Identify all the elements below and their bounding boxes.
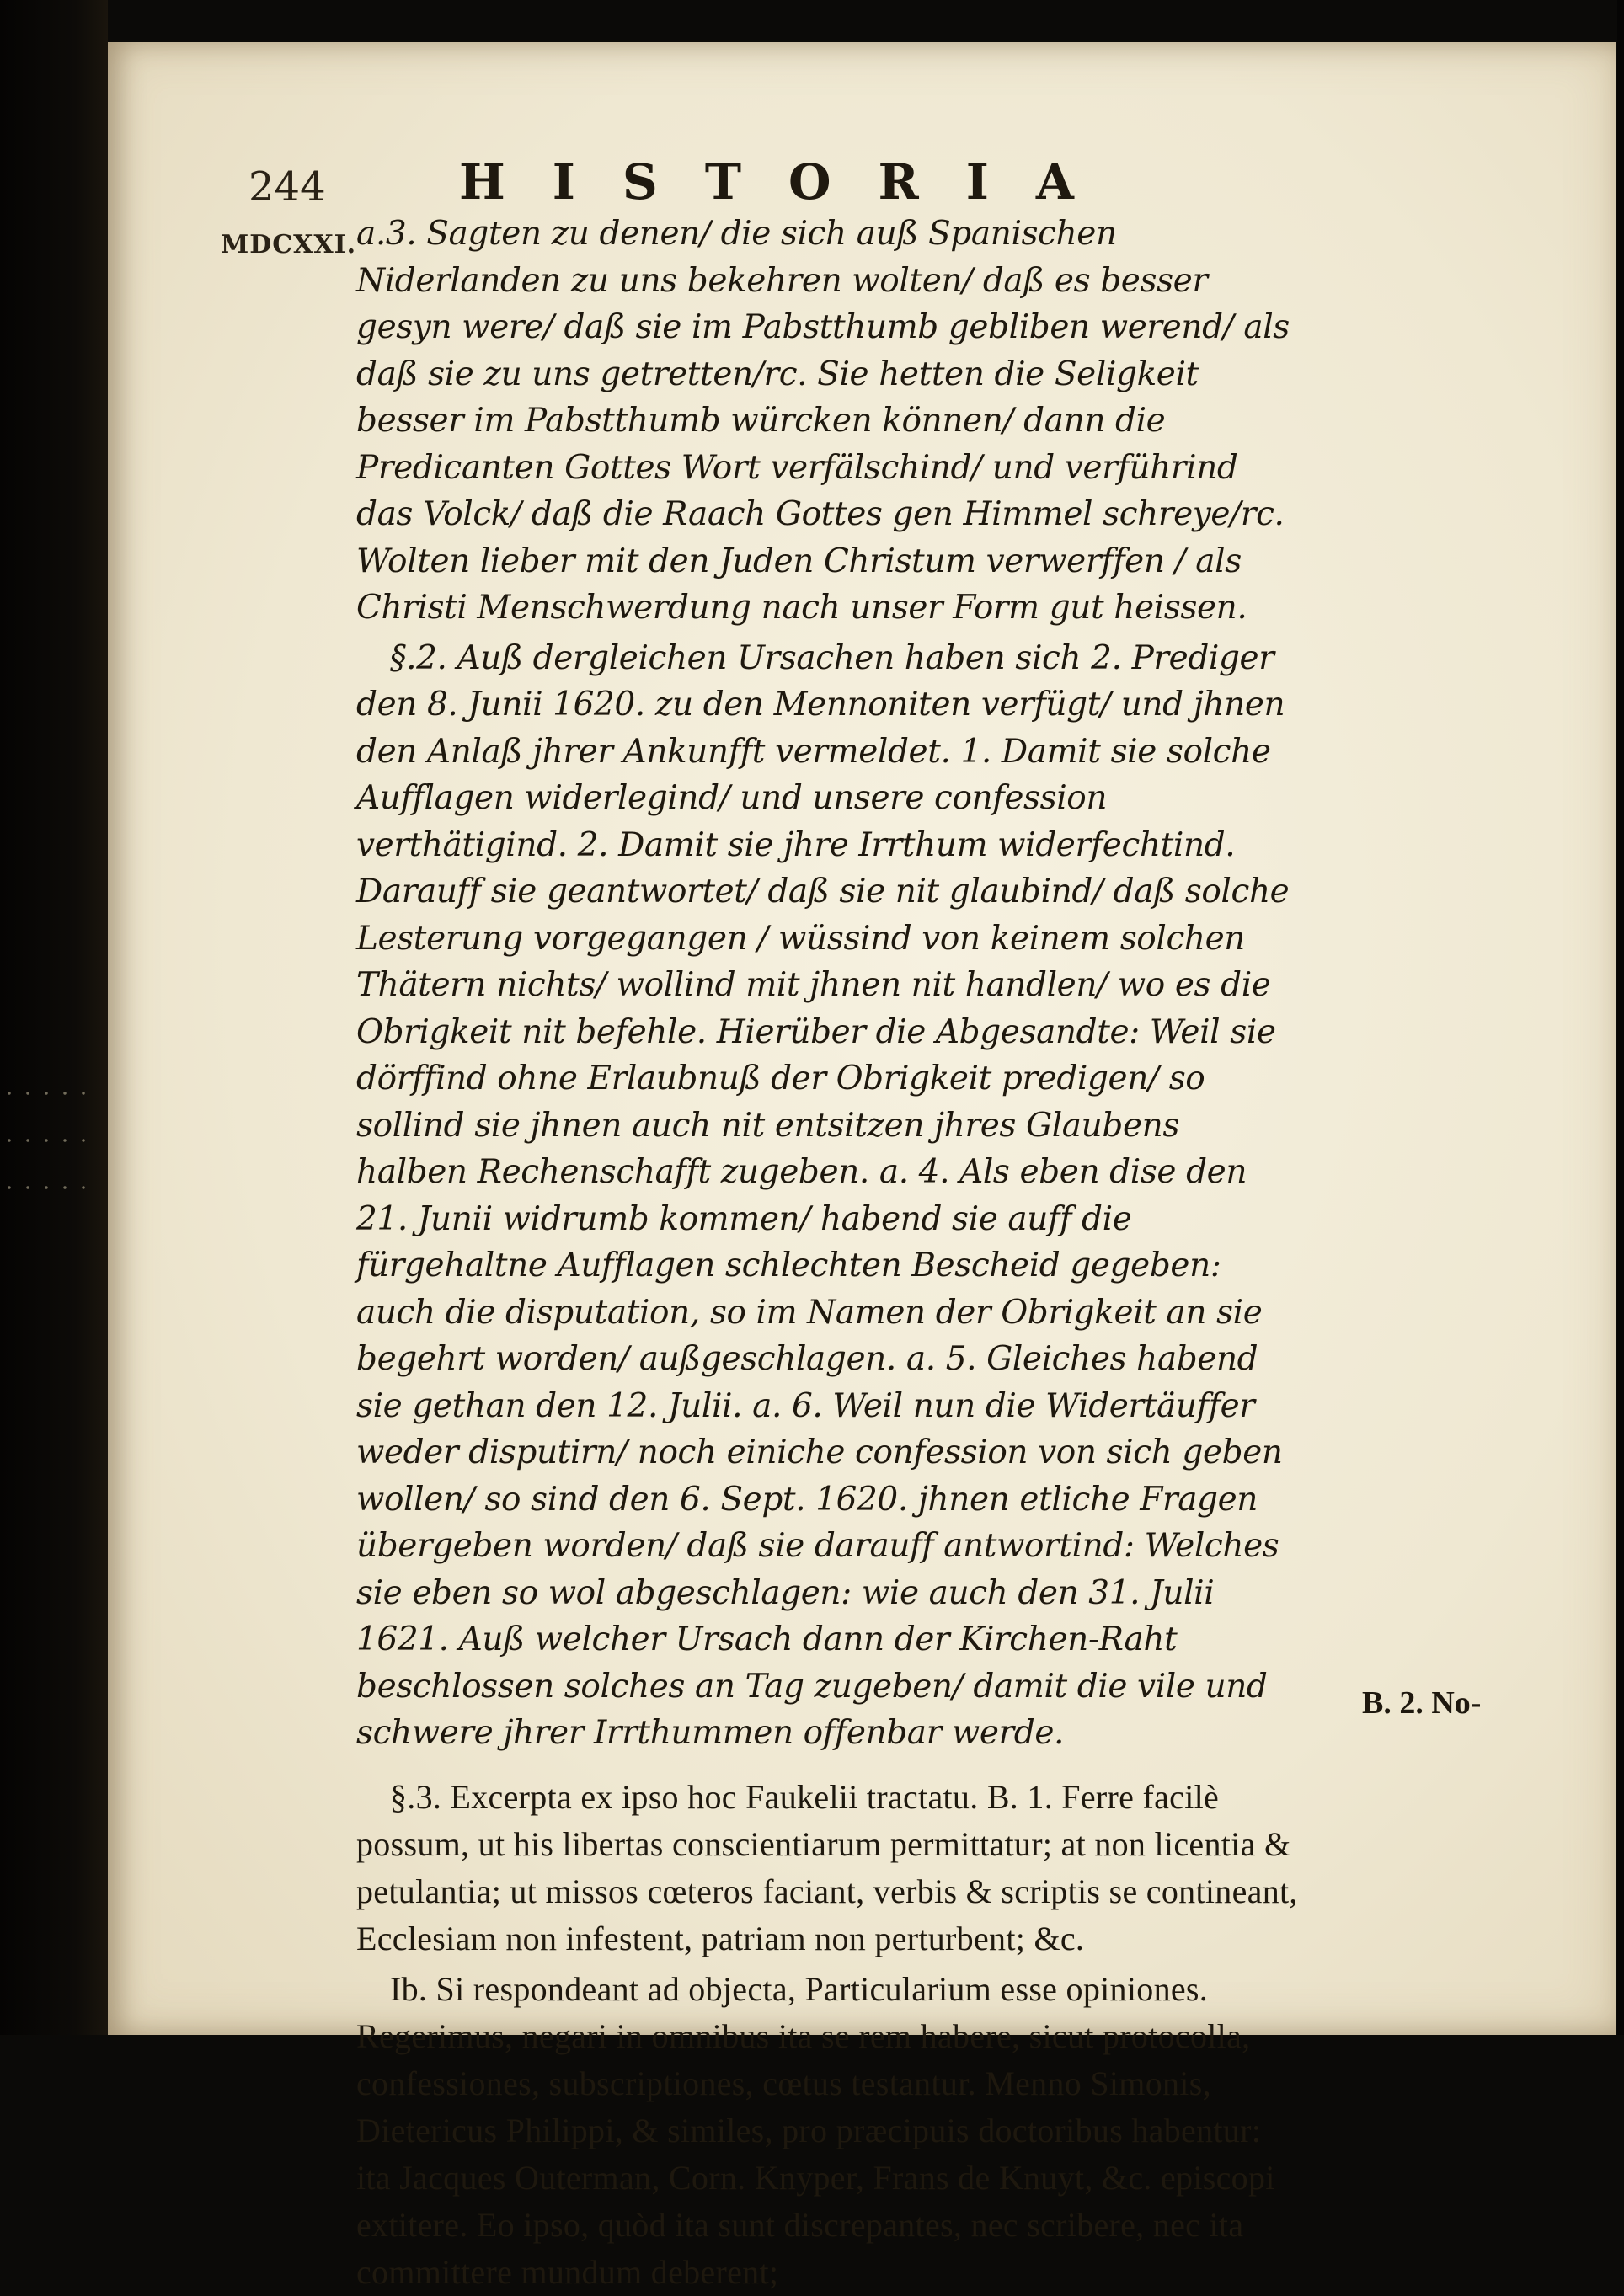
page-number: 244: [248, 163, 326, 211]
page-header: [248, 145, 1344, 221]
running-title: HISTORIA: [459, 153, 1121, 211]
book-binding-edge: [0, 0, 108, 2035]
catchword: B. 2. No-: [1362, 1685, 1482, 1721]
margin-year-note: MDCXXI.: [221, 230, 357, 259]
paragraph-ibidem: Ib. Si respondeant ad objecta, Particularium esse opiniones. Regerimus, negari in omnibus ita se rem habere, sicut protocolla, confessiones, subscriptiones, cœtus testantur. Menno Simonis, Dietericus Philippi, & similes, pro præcipuis doctoribus habentur: ita Jacques Outerman, Corn. Knyper, Frans de Knuyt, &c. episcopi extitere. Eo ipso, quòd ita sunt discrepantes, nec scribere, nec ita committere mundum deberent;: [356, 1969, 1275, 2291]
paragraph-section-3: §.3. Excerpta ex ipso hoc Faukelii tractatu. B. 1. Ferre facilè possum, ut his libertas conscientiarum permittatur; at non licentia & petulantia; ut missos cœteros faciant, verbis & scriptis se contineant, Ecclesiam non infestent, patriam non perturbent; &c.: [356, 1777, 1298, 1957]
page-body: [356, 211, 1300, 2296]
paragraph-section-2: §.2. Auß dergleichen Ursachen haben sich 2. Prediger den 8. Junii 1620. zu den Mennoniten verfügt/ und jhnen den Anlaß jhrer Ankunfft vermeldet. 1. Damit sie solche Aufflagen widerlegind/ und unsere confession verthätigind. 2. Damit sie jhre Irrthum widerfechtind. Darauff sie geantwortet/ daß sie nit glaubind/ daß solche Lesterung vorgegangen / wüssind von keinem solchen Thätern nichts/ wollind mit jhnen nit handlen/ wo es die Obrigkeit nit befehle. Hierüber die Abgesandte: Weil sie dörffind ohne Erlaubnuß der Obrigkeit predigen/ so sollind sie jhnen auch nit entsitzen jhres Glaubens halben Rechenschafft zugeben. a. 4. Als eben dise den 21. Junii widrumb kommen/ habend sie auff die fürgehaltne Aufflagen schlechten Bescheid gegeben: auch die disputation, so im Namen der Obrigkeit an sie begehrt worden/ außgeschlagen. a. 5. Gleiches habend sie gethan den 12. Julii. a. 6. Weil nun die Widertäuffer weder disputirn/ noch einiche confession von sich geben wollen/ so sind den 6. Sept. 1620. jhnen etliche Fragen übergeben worden/ daß sie darauff antwortind: Welches sie eben so wol abgeschlagen: wie auch den 31. Julii 1621. Auß welcher Ursach dann der Kirchen-Raht beschlossen solches an Tag zugeben/ damit die vile und schwere jhrer Irrthummen offenbar werde.: [356, 638, 1290, 1752]
page-edge-texture: [0, 1070, 93, 1204]
right-edge-shadow: [1617, 0, 1624, 2035]
paragraph-a3: a.3. Sagten zu denen/ die sich auß Spanischen Niderlanden zu uns bekehren wolten/ daß es besser gesyn were/ daß sie im Pabstthumb gebliben werend/ als daß sie zu uns getretten/rc. Sie hetten die Seligkeit besser im Pabstthumb würcken können/ dann die Predicanten Gottes Wort verfälschind/ und verführind das Volck/ daß die Raach Gottes gen Himmel schreye/rc. Wolten lieber mit den Juden Christum verwerffen / als Christi Menschwerdung nach unser Form gut heissen.: [356, 215, 1290, 627]
